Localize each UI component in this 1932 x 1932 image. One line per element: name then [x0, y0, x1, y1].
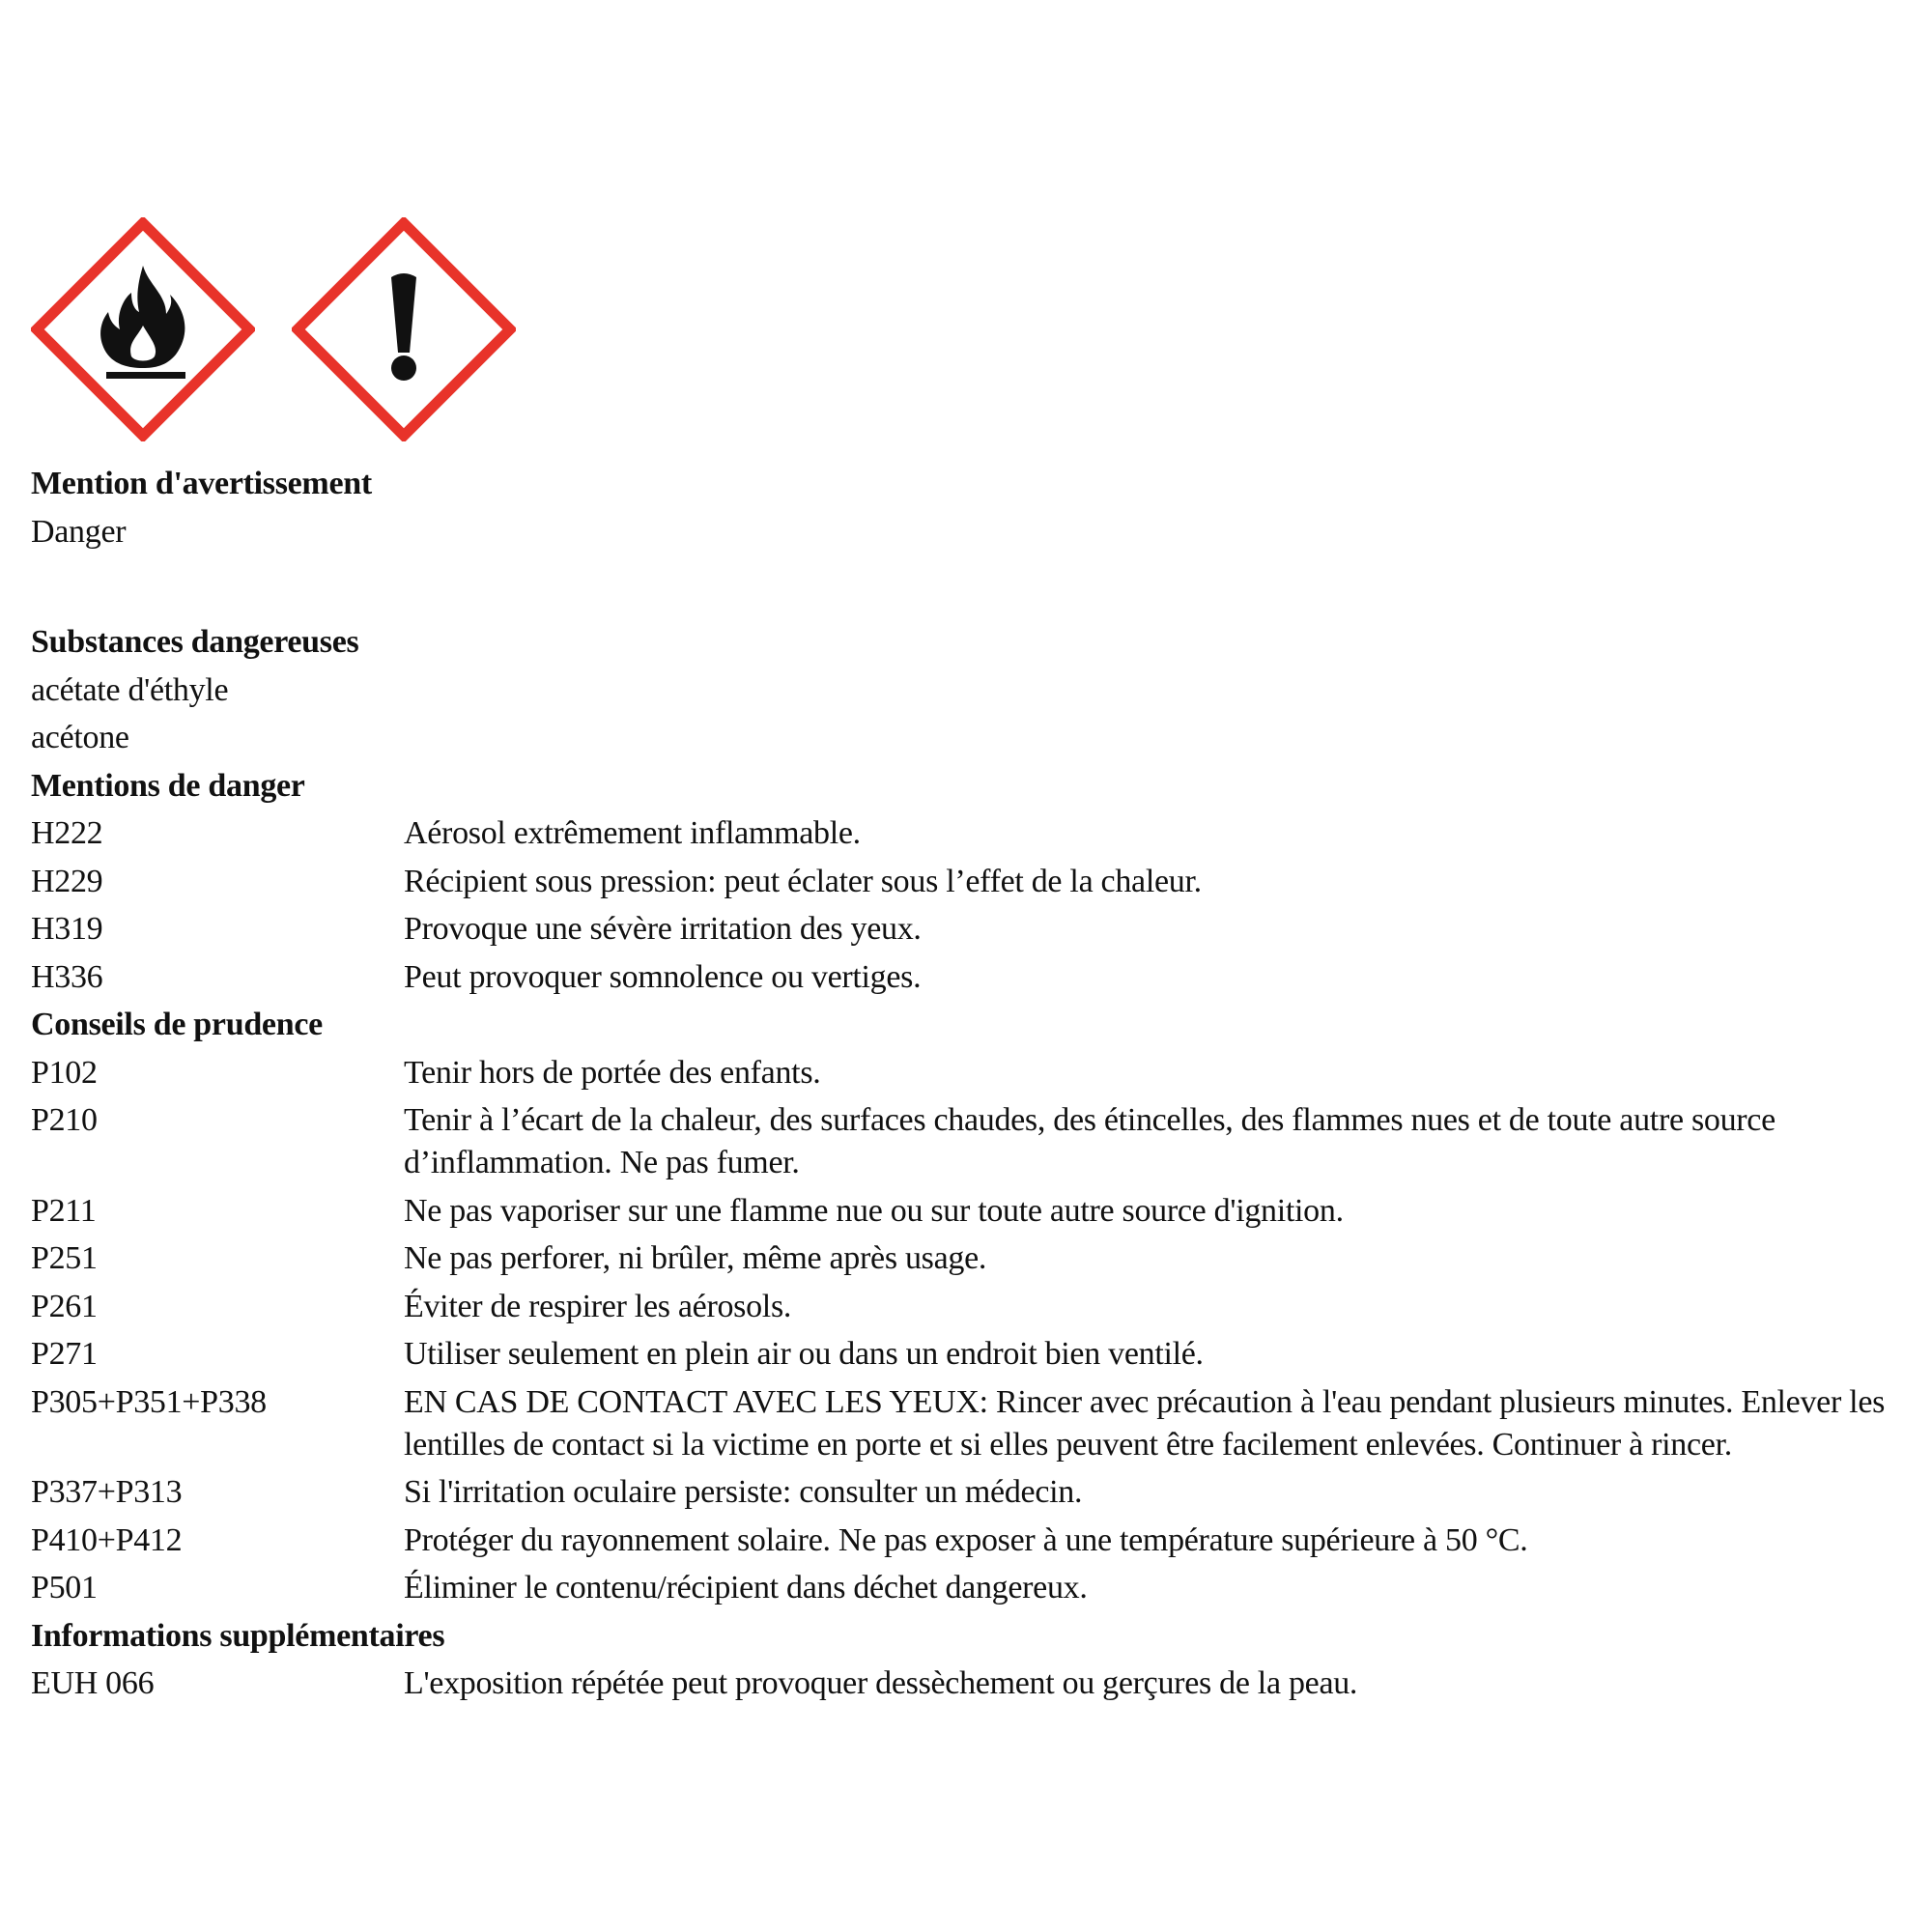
precautionary-statement-code: P501: [31, 1570, 98, 1605]
precautionary-statement-text: Si l'irritation oculaire persiste: consulter un médecin.: [404, 1474, 1083, 1510]
precautionary-statement-text: EN CAS DE CONTACT AVEC LES YEUX: Rincer avec précaution à l'eau pendant plusieurs minutes. Enlever les lentilles de contact si la victime en porte et si elles peuvent être facilement enlevées. Continuer à rincer.: [404, 1383, 1886, 1463]
precautionary-statement-row: [31, 1567, 1905, 1615]
signal-heading: Mention d'avertissement: [31, 466, 372, 501]
signal-word: Danger: [31, 513, 127, 550]
precautionary-statement-text: Tenir hors de portée des enfants.: [404, 1054, 821, 1091]
precautionary-statement-row: [31, 1052, 1905, 1100]
precautionary-statement-row: [31, 1381, 1905, 1472]
hazard-statement-row: [31, 956, 1905, 1005]
hazard-statement-code: H229: [31, 863, 103, 899]
safety-label: [31, 463, 1905, 1711]
precautionary-statement-code: P305+P351+P338: [31, 1383, 267, 1420]
precautionary-statement-text: Éliminer le contenu/récipient dans déchet dangereux.: [404, 1570, 1088, 1605]
hazard-statement-row: [31, 861, 1905, 909]
precautionary-statement-code: P251: [31, 1240, 98, 1276]
precautionary-statement-code: P261: [31, 1288, 98, 1324]
precautionary-statement-code: P102: [31, 1054, 98, 1091]
precautionary-statement-text: Tenir à l’écart de la chaleur, des surfaces chaudes, des étincelles, des flammes nues et de toute autre source d’inflammation. Ne pas fumer.: [404, 1102, 1776, 1180]
supplementary-info-code: EUH 066: [31, 1665, 155, 1701]
hazard-statement-code: H336: [31, 958, 103, 995]
hazard-statement-text: Récipient sous pression: peut éclater sous l’effet de la chaleur.: [404, 863, 1202, 899]
precautionary-statement-code: P410+P412: [31, 1521, 183, 1558]
hazard-statement-code: H222: [31, 815, 103, 851]
precautionary-statement-text: Utiliser seulement en plein air ou dans un endroit bien ventilé.: [404, 1336, 1204, 1372]
substance-item: acétate d'éthyle: [31, 671, 229, 708]
substance-item: acétone: [31, 720, 129, 755]
precautionary-statement-code: P210: [31, 1102, 98, 1138]
precautionary-statement-text: Éviter de respirer les aérosols.: [404, 1288, 792, 1324]
hazard-statement-text: Aérosol extrêmement inflammable.: [404, 815, 861, 851]
precautionary-statement-text: Protéger du rayonnement solaire. Ne pas exposer à une température supérieure à 50 °C.: [404, 1521, 1528, 1558]
precautionary-statement-text: Ne pas perforer, ni brûler, même après usage.: [404, 1240, 987, 1276]
supplementary-info-text: L'exposition répétée peut provoquer dessèchement ou gerçures de la peau.: [404, 1665, 1358, 1701]
precautionary-statement-text: Ne pas vaporiser sur une flamme nue ou sur toute autre source d'ignition.: [404, 1192, 1344, 1229]
hazard-statement-code: H319: [31, 911, 103, 947]
hazard-statement-text: Provoque une sévère irritation des yeux.: [404, 911, 922, 947]
hazard-heading: Mentions de danger: [31, 767, 305, 804]
precaution-heading: Conseils de prudence: [31, 1007, 323, 1042]
precautionary-statement-code: P337+P313: [31, 1474, 183, 1510]
supplementary-heading: Informations supplémentaires: [31, 1617, 445, 1654]
precautionary-statement-row: [31, 1190, 1905, 1238]
precautionary-statement-row: [31, 1333, 1905, 1381]
precautionary-statement-row: [31, 1099, 1905, 1190]
precautionary-statement-row: [31, 1520, 1905, 1568]
hazard-statement-row: [31, 908, 1905, 956]
supplementary-info-row: [31, 1662, 1905, 1711]
hazard-statement-text: Peut provoquer somnolence ou vertiges.: [404, 958, 922, 995]
precautionary-statement-code: P211: [31, 1192, 97, 1229]
precautionary-statement-row: [31, 1471, 1905, 1520]
precautionary-statement-row: [31, 1286, 1905, 1334]
precautionary-statement-code: P271: [31, 1336, 98, 1372]
hazard-statement-row: [31, 812, 1905, 861]
precautionary-statement-row: [31, 1237, 1905, 1286]
substances-heading: Substances dangereuses: [31, 624, 359, 660]
exclamation-pictogram: [292, 217, 516, 441]
flammable-pictogram: [31, 217, 255, 441]
